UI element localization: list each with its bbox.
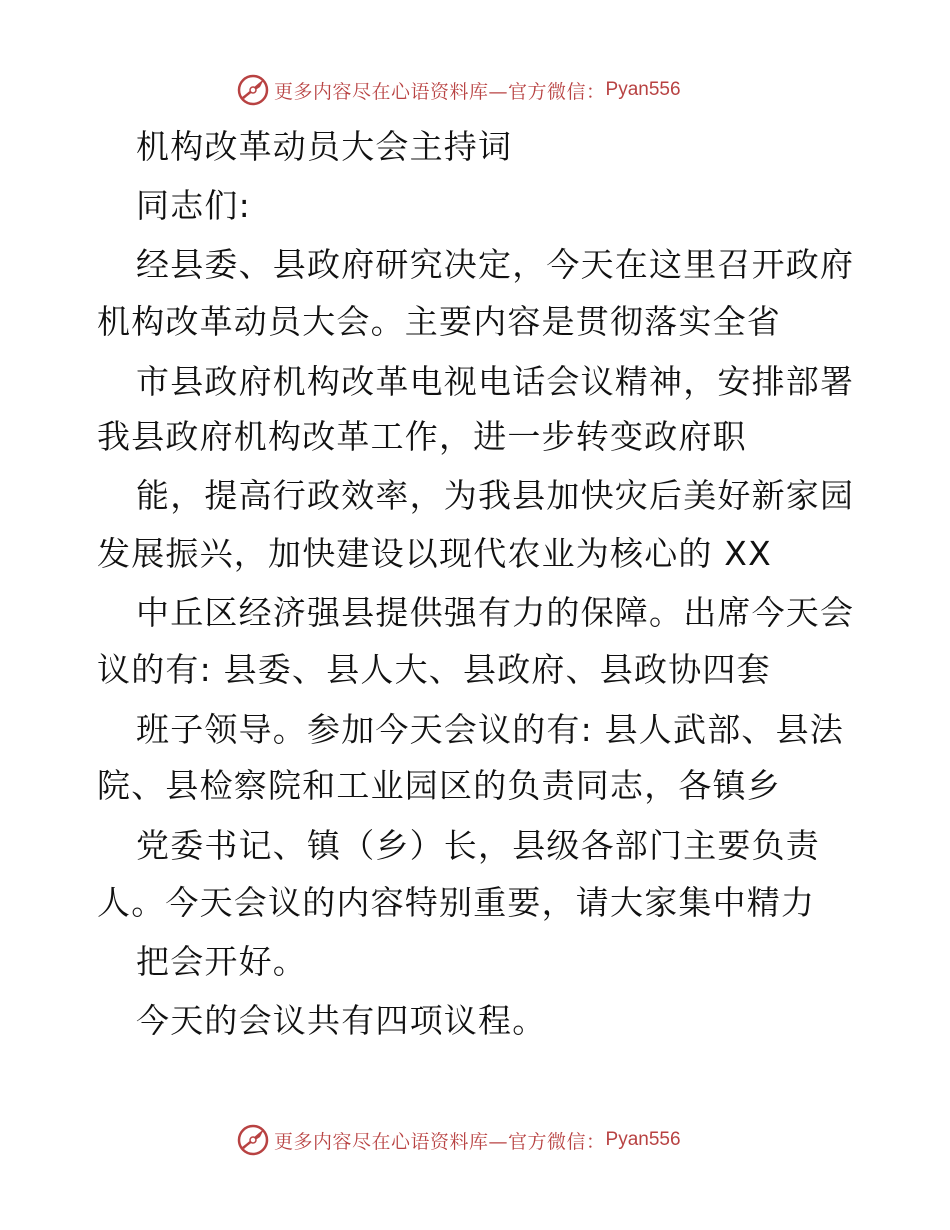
document-title: 机构改革动员大会主持词	[136, 127, 513, 166]
watermark-header	[236, 72, 681, 108]
body-line: 今天的会议共有四项议程。	[136, 1001, 547, 1040]
body-line: 班子领导。参加今天会议的有: 县人武部、县法	[136, 710, 845, 749]
salutation: 同志们:	[136, 186, 251, 225]
body-line: 党委书记、镇（乡）长，县级各部门主要负责	[136, 826, 820, 865]
body-line: 院、县检察院和工业园区的负责同志，各镇乡	[97, 766, 781, 805]
body-line: 把会开好。	[136, 942, 307, 981]
body-line: 机构改革动员大会。主要内容是贯彻落实全省	[97, 302, 781, 341]
body-line: 议的有: 县委、县人大、县政府、县政协四套	[97, 650, 771, 689]
pen-logo-icon	[236, 1123, 270, 1157]
watermark-id: Pyan556	[605, 79, 681, 100]
body-line: 中丘区经济强县提供强有力的保障。出席今天会	[136, 593, 855, 632]
watermark-id: Pyan556	[605, 1129, 681, 1150]
body-line: 经县委、县政府研究决定，今天在这里召开政府	[136, 245, 855, 284]
pen-logo-icon	[236, 73, 270, 107]
watermark-footer	[236, 1122, 681, 1158]
body-line: 我县政府机构改革工作，进一步转变政府职	[97, 417, 747, 456]
body-line: 市县政府机构改革电视电话会议精神，安排部署	[136, 362, 855, 401]
watermark-text: 更多内容尽在心语资料库—官方微信：	[274, 1130, 606, 1153]
watermark-text: 更多内容尽在心语资料库—官方微信：	[274, 80, 606, 103]
body-line: 能，提高行政效率，为我县加快灾后美好新家园	[136, 476, 855, 515]
body-line: 人。今天会议的内容特别重要，请大家集中精力	[97, 883, 816, 922]
body-line: 发展振兴，加快建设以现代农业为核心的 XX	[97, 534, 772, 573]
